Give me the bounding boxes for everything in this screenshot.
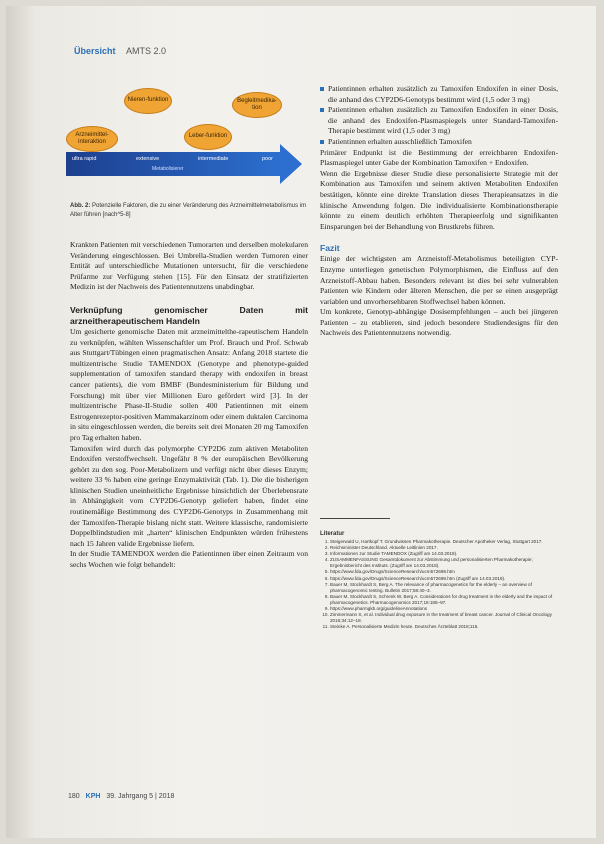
metabolizer-arrow — [66, 152, 282, 176]
bubble-begleitmedikation: Begleitmedika-tion — [232, 92, 282, 118]
left-paragraph-4: In der Studie TAMENDOX werden die Patientinnen über einen Zeitraum von sechs Wochen wie folgt behandelt: — [70, 549, 308, 570]
left-paragraph-2: Um gesicherte genomische Daten mit arzneimittelthe-rapeutischem Handeln zu verknüpfen, wählten Wissenschaftler um Prof. Brauch und Prof. Schwab aus Stuttgart/Tübingen einen pragmatischen Ansatz: Anfang 2018 startete die multizentrische Studie TAMENDOX (Genotype and phenotype-guided supplementation of tamoxifen standard therapy with endoxifen in breast cancer patients), die vom BMBF (Bundesministerium für Bildung und Forschung) mit über vier Millionen Euro gefördert wird [3]. In der multizentrische Phase-II-Studie sollen 400 Patientinnen mit einem Estrogenrezeptor-positiven Mammakarzinom oder einem duktalen Carcinoma in situ eingeschlossen werden, die bereits seit drei Monaten 20 mg Tamoxifen pro Tag erhalten haben. — [70, 326, 308, 442]
reference-item: 8. Bauer M, Stockhardt S, Schrenk W, Berg A. Considerations for drug treatment in the elderly and the impact of pharmacogenetics. Pharmacogenomics 2017;18:185–97. — [330, 594, 556, 606]
reference-item: 2. Reichsminister Deutschland. Aktuelle Leitlinien 2017. — [330, 545, 556, 551]
references-heading: Literatur — [320, 531, 345, 537]
caption-label: Abb. 2: — [70, 203, 91, 209]
arrow-axis-label: Metabolisierer — [152, 166, 184, 172]
right-paragraph-4: Um konkrete, Genotyp-abhängige Dosisempfehlungen – auch bei jüngeren Patienten – zu etablieren, sind jedoch besondere Studiendesigns für den Nachweis des Patientennutzens notwendig. — [320, 307, 558, 338]
arrow-label-ultra: ultra rapid — [72, 156, 97, 162]
references-list — [320, 539, 556, 630]
reference-item: 1. Steigerwald U, Hartkopf T. Grundwissen Pharmakotherapie. Deutscher Apotheker Verlag, Stuttgart 2017. — [330, 539, 556, 545]
reference-item: 4. ZUSAMMENFASSUNG Gesamtdokument zur Abstimmung und personalisierten Pharmakotherapie; Ergebnisbericht des Instituts. (Zugriff am 14.03.2018). — [330, 557, 556, 569]
reference-item: 9. https://www.pharmgkb.org/guidelineAnnotations — [330, 606, 556, 612]
references — [320, 531, 556, 630]
treatment-list — [320, 84, 558, 148]
caption-text: Potenzielle Faktoren, die zu einer Veränderung des Arzneimittelmetabolismus im Alter führen [nach^5-8] — [70, 203, 307, 218]
right-column — [320, 84, 558, 339]
right-paragraph-3: Einige der wichtigsten am Arzneistoff-Metabolismus beteiligten CYP-Enzyme unterliegen genetischen Polymorphismen, die Einfluss auf den Arzneistoff-Abbau haben. Besonders relevant ist dies bei sehr vulnerablen Patienten wie Kindern oder älteren Menschen, die per se einen ausgeprägt variablen und unvorhersehbaren Stoffwechsel haben können. — [320, 254, 558, 306]
reference-item: 6. https://www.fda.gov/Drugs/ScienceResearch/ucm572698.htm (Zugriff am 14.03.2018). — [330, 576, 556, 582]
reference-item: 7. Bauer M, Stockhardt S, Berg A. The relevance of pharmacogenetics for the elderly – an overview of pharmacogenomic testing. Bulletin 2017;58:40–3. — [330, 582, 556, 594]
page-number: 180 — [68, 793, 80, 800]
list-item: Patientinnen erhalten zusätzlich zu Tamoxifen Endoxifen in einer Dosis, die anhand des Endoxifen-Plasmaspiegels unter Standard-Tamoxifen-Therapie bestimmt wird (1,5 oder 3 mg) — [320, 105, 558, 137]
bubble-leberfunktion: Leber-funktion — [184, 124, 232, 150]
right-paragraph-2: Wenn die Ergebnisse dieser Studie diese personalisierte Strategie mit der Kombination aus Tamoxifen und seinem aktiven Metaboliten Endoxifen bestätigen, könnte eine direkte Translation dieses Therapieansatzes in die klinische Anwendung folgen. Die individualisierte Kombinationstherapie könnte zu einem deutlich erhöhten Therapieerfolg und signifikanten Einsparungen bei der Behandlung von Brustkrebs führen. — [320, 168, 558, 231]
arrow-label-poor: poor — [262, 156, 274, 162]
figure-caption — [70, 202, 308, 219]
running-header — [74, 46, 166, 56]
list-item: Patientinnen erhalten ausschließlich Tamoxifen — [320, 137, 558, 148]
list-item: Patientinnen erhalten zusätzlich zu Tamoxifen Endoxifen in einer Dosis, die anhand des CYP2D6-Genotyps bestimmt wird (1,5 oder 3 mg) — [320, 84, 558, 105]
bubble-nierenfunktion: Nieren-funktion — [124, 88, 172, 114]
bubble-interaktion: Arzneimittel-interaktion — [66, 126, 118, 152]
reference-item: 11. Steinke A. Personalisierte Medizin heute. Deutsches Ärzteblatt 2018;115. — [330, 624, 556, 630]
journal-issue: 39. Jahrgang 5 | 2018 — [106, 793, 175, 800]
left-paragraph-3: Tamoxifen wird durch das polymorphe CYP2D6 zum aktiven Metaboliten Endoxifen verstoffwechselt. Ungefähr 8 % der europäischen Bevölkerung gehört zu den sog. Poor-Metabolizern und verfügt nicht über dieses Enzym; weitere 33 % haben eine geringe Enzymaktivität (Tab. 1). Die die bisherigen klinischen Studien uneinheitliche Ergebnisse hinsichtlich der Überlebensrate in Abhängigkeit vom CYP2D6-Genotyp geliefert haben, findet eine routinemäßige Bestimmung des CYP2D6-Genotyps in Zusammenhang mit der Tamoxifen-Therapie bislang nicht statt. Weitere klassische, randomisierte Doppelblindstudien mit „harten“ klinischen Endpunkten würden frühestens nach 15 Jahren valide Ergebnisse liefern. — [70, 443, 308, 548]
section-label: Übersicht — [74, 46, 116, 56]
arrow-label-intermediate: intermediate — [198, 156, 229, 162]
heading-fazit: Fazit — [320, 243, 340, 254]
figure-metabolism — [66, 88, 306, 194]
references-divider — [320, 518, 390, 519]
header-title: AMTS 2.0 — [126, 46, 167, 56]
left-column — [70, 240, 308, 571]
reference-item: 5. https://www.fda.gov/Drugs/ScienceResearch/ucm572698.htm — [330, 569, 556, 575]
left-paragraph-1: Krankten Patienten mit verschiedenen Tumorarten und derselben molekularen Veränderung eingeschlossen. Bei Umbrella-Studien werden Tumoren einer Entität auf unterschiedliche Mutationen untersucht, für die verschiedene Prüfarme zur Verfügung stehen [15]. Für den Einsatz der stratifizierten Medizin ist der Nachweis des Patientennutzens unabdingbar. — [70, 240, 308, 292]
page-footer — [68, 793, 174, 800]
journal-name: KPH — [85, 793, 101, 800]
arrow-head — [280, 144, 302, 184]
right-paragraph-1: Primärer Endpunkt ist die Bestimmung der erreichbaren Endoxifen-Plasmaspiegel unter Gabe der Kombination Tamoxifen + Endoxifen. — [320, 147, 558, 168]
arrow-label-extensive: extensive — [136, 156, 160, 162]
heading-verknuepfung: Verknüpfung genomischer Daten mit arzneitherapeutischem Handeln — [70, 304, 308, 326]
reference-item: 10. Zimmermann S, et al. Individual drug exposure in the treatment of breast cancer. Journal of Clinical Oncology 2016;34:12–18. — [330, 612, 556, 624]
reference-item: 3. Informationen zur Studie TAMENDOX (Zugriff am 14.03.2018). — [330, 551, 556, 557]
